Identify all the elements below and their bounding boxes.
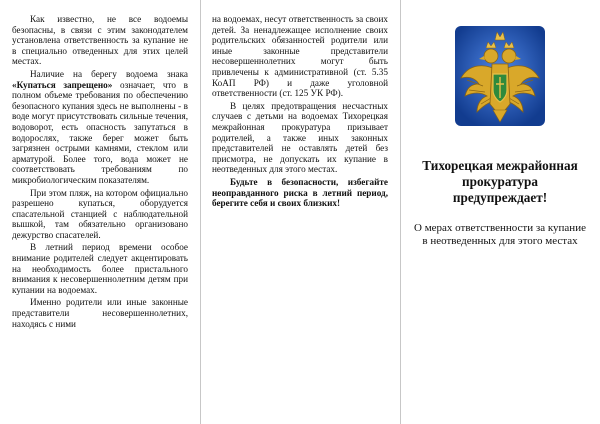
paragraph: Как известно, не все водоемы безопасны, в связи с этим законодателем установлена ответственность за купание не в специально отведенных для этих целей местах. <box>12 14 188 67</box>
paragraph-body: означает, что в полном объеме требования по обеспечению безопасного купания здесь не выполнены - в воде могут присутствовать сильные течения, водоворот, есть опасность запутаться в водорослях, также берег может быть загрязнен острыми камнями, стеклом или арматурой. Более того, вода может не соответствовать требованиям по микробиологическим показателям. <box>12 79 188 185</box>
page-title: Тихорецкая межрайонная прокуратура предупреждает! <box>422 158 578 205</box>
paragraph: на водоемах, несут ответственность за своих детей. За ненадлежащее исполнение своих родительских обязанностей родители или иные законные представители несовершеннолетних могут быть привлечены к административной (ст. 5.35 КоАП РФ) и даже уголовной ответственности (ст. 125 УК РФ). <box>212 14 388 99</box>
paragraph-intro: Наличие на берегу водоема знака <box>30 68 188 79</box>
subtitle: О мерах ответственности за купание в неотведенных для этого местах <box>414 222 586 247</box>
left-column <box>0 0 200 424</box>
safety-appeal: Будьте в безопасности, избегайте неоправданного риска в летний период, берегите себя и своих близких! <box>212 176 388 209</box>
sign-label: «Купаться запрещено» <box>12 79 113 90</box>
paragraph: Именно родители или иные законные представители несовершеннолетних, находясь с ними <box>12 297 188 329</box>
paragraph <box>12 69 188 186</box>
right-column <box>400 0 600 424</box>
paragraph: В целях предотвращения несчастных случаев с детьми на водоемах Тихорецкая межрайонная прокуратура призывает родителей, а также иных законных представителей не оставлять детей без присмотра, не допускать их купание в неотведенных для этого местах. <box>212 100 388 175</box>
paragraph: В летний период времени особое внимание родителей следует акцентировать на необходимость более пристального внимания к несовершеннолетним детям при купании на водоемах. <box>12 242 188 295</box>
prosecutor-office-emblem-icon <box>455 26 545 126</box>
middle-column <box>200 0 400 424</box>
paragraph: При этом пляж, на котором официально разрешено купаться, оборудуется спасательной станцией с наблюдательной вышкой, там обязательно организовано дежурство спасателей. <box>12 187 188 240</box>
